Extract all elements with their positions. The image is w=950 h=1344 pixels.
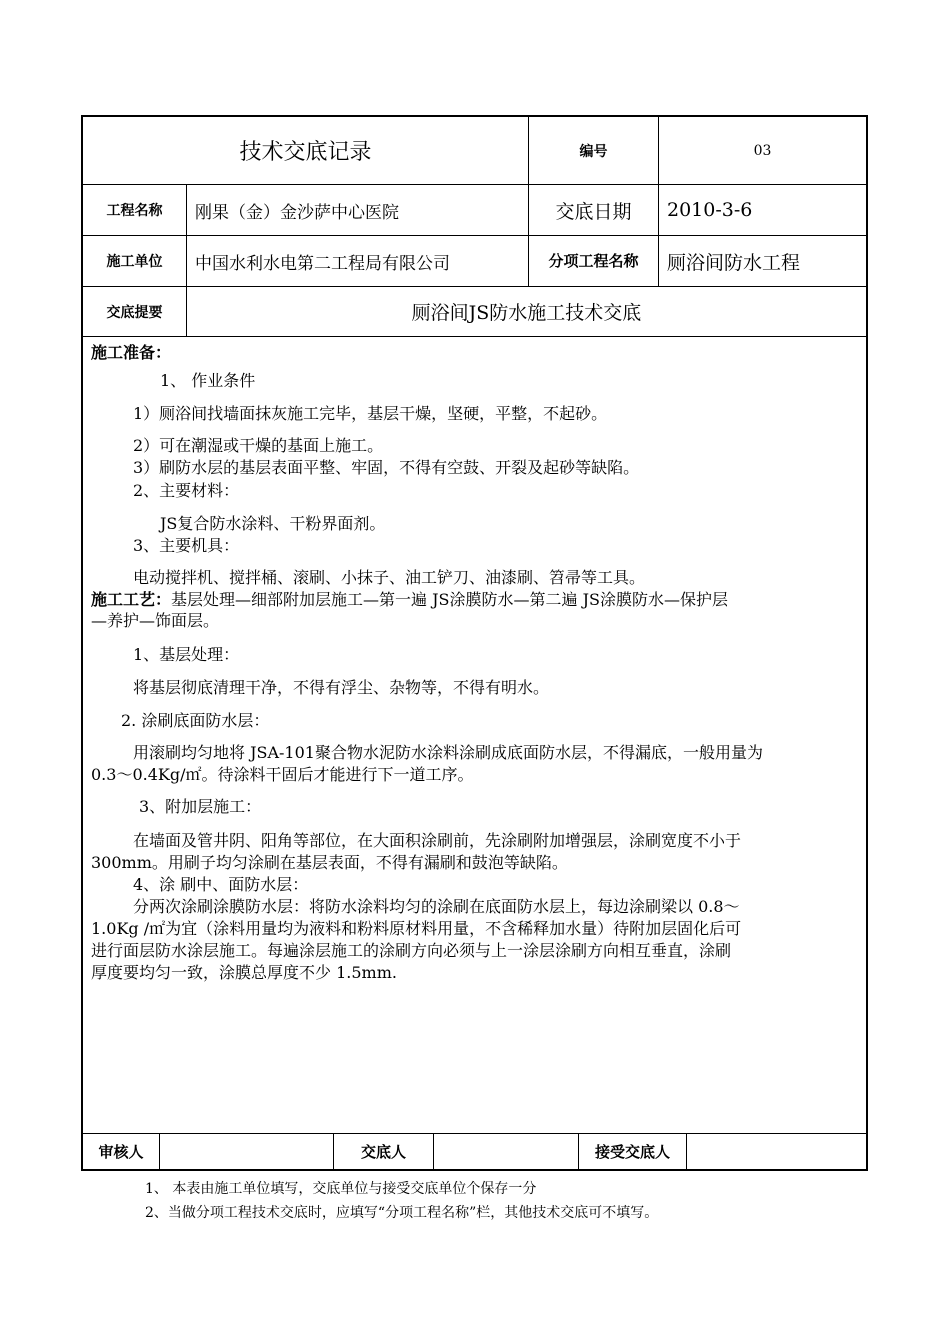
condition-1: 1）厕浴间找墙面抹灰施工完毕，基层干燥，坚硬，平整，不起砂。 [133, 404, 608, 423]
footnote-2: 2、当做分项工程技术交底时，应填写“分项工程名称”栏，其他技术交底可不填写。 [145, 1205, 659, 1221]
prep-heading: 施工准备： [91, 343, 172, 362]
summary-row [83, 287, 866, 337]
work-conditions-heading: 1、 作业条件 [160, 371, 256, 390]
craft-line-2: —养护—饰面层。 [91, 611, 220, 630]
base-treatment-text: 将基层彻底清理干净，不得有浮尘、杂物等，不得有明水。 [133, 678, 550, 697]
number-label: 编号 [528, 117, 658, 184]
form-title: 技术交底记录 [239, 140, 372, 165]
craft-text: 基层处理—细部附加层施工—第一遍 JS涂膜防水—第二遍 JS涂膜防水—保护层 [171, 590, 728, 609]
project-row [83, 185, 866, 236]
sub-project-value: 厕浴间防水工程 [658, 236, 866, 286]
sub-project-label: 分项工程名称 [528, 236, 658, 286]
materials-heading: 2、主要材料： [133, 481, 240, 500]
unit-value: 中国水利水电第二工程局有限公司 [186, 236, 528, 286]
receiver-field[interactable] [686, 1134, 866, 1169]
bottom-layer-heading: 2. 涂刷底面防水层： [121, 711, 270, 730]
bottom-layer-text-1: 用滚刷均匀地将 JSA-101聚合物水泥防水涂料涂刷成底面防水层，不得漏底，一般用量为 [133, 743, 763, 762]
discloser-field[interactable] [433, 1134, 578, 1169]
content-area [83, 337, 866, 1134]
condition-3: 3）刷防水层的基层表面平整、牢固，不得有空鼓、开裂及起砂等缺陷。 [133, 458, 640, 477]
materials-text: JS复合防水涂料、干粉界面剂。 [160, 514, 386, 533]
craft-line-1 [91, 590, 858, 610]
summary-value: 厕浴间JS防水施工技术交底 [186, 287, 866, 336]
bottom-layer-text-2: 0.3～0.4Kg/㎡。待涂料干固后才能进行下一道工序。 [91, 765, 474, 784]
extra-layer-text-1: 在墙面及管井阴、阳角等部位，在大面积涂刷前，先涂刷附加增强层，涂刷宽度不小于 [133, 831, 742, 850]
extra-layer-heading: 3、附加层施工： [139, 797, 262, 816]
condition-2: 2）可在潮湿或干燥的基面上施工。 [133, 436, 384, 455]
receiver-label: 接受交底人 [578, 1134, 686, 1169]
discloser-label: 交底人 [333, 1134, 433, 1169]
reviewer-field[interactable] [159, 1134, 333, 1169]
top-layer-heading: 4、涂 刷中、面防水层： [133, 875, 309, 894]
title-row [83, 117, 866, 185]
footnote-1: 1、 本表由施工单位填写，交底单位与接受交底单位个保存一分 [145, 1181, 537, 1197]
reviewer-label: 审核人 [98, 1143, 144, 1161]
base-treatment-heading: 1、基层处理： [133, 645, 240, 664]
top-layer-text-3: 进行面层防水涂层施工。每遍涂层施工的涂刷方向必须与上一涂层涂刷方向相互垂直，涂刷 [91, 941, 732, 960]
top-layer-text-1: 分两次涂刷涂膜防水层：将防水涂料均匀的涂刷在底面防水层上，每边涂刷梁以 0.8～ [133, 897, 740, 916]
unit-label: 施工单位 [106, 254, 163, 270]
date-value: 2010-3-6 [658, 185, 866, 235]
number-value: 03 [658, 117, 866, 184]
tools-heading: 3、主要机具： [133, 536, 240, 555]
craft-heading: 施工工艺： [91, 590, 172, 609]
date-label: 交底日期 [528, 185, 658, 235]
project-name-value: 刚果（金）金沙萨中心医院 [186, 185, 528, 235]
top-layer-text-2: 1.0Kg /㎡为宜（涂料用量均为液料和粉料原材料用量，不含稀释加水量）待附加层固化后可 [91, 919, 742, 938]
top-layer-text-4: 厚度要均匀一致，涂膜总厚度不少 1.5mm. [91, 963, 397, 982]
summary-label: 交底提要 [106, 304, 163, 321]
project-name-label: 工程名称 [106, 203, 163, 219]
extra-layer-text-2: 300mm。用刷子均匀涂刷在基层表面，不得有漏刷和鼓泡等缺陷。 [91, 853, 568, 872]
disclosure-form [81, 115, 868, 1171]
tools-text: 电动搅拌机、搅拌桶、滚刷、小抹子、油工铲刀、油漆刷、笤帚等工具。 [133, 568, 646, 587]
signature-row [83, 1134, 866, 1169]
unit-row [83, 236, 866, 287]
